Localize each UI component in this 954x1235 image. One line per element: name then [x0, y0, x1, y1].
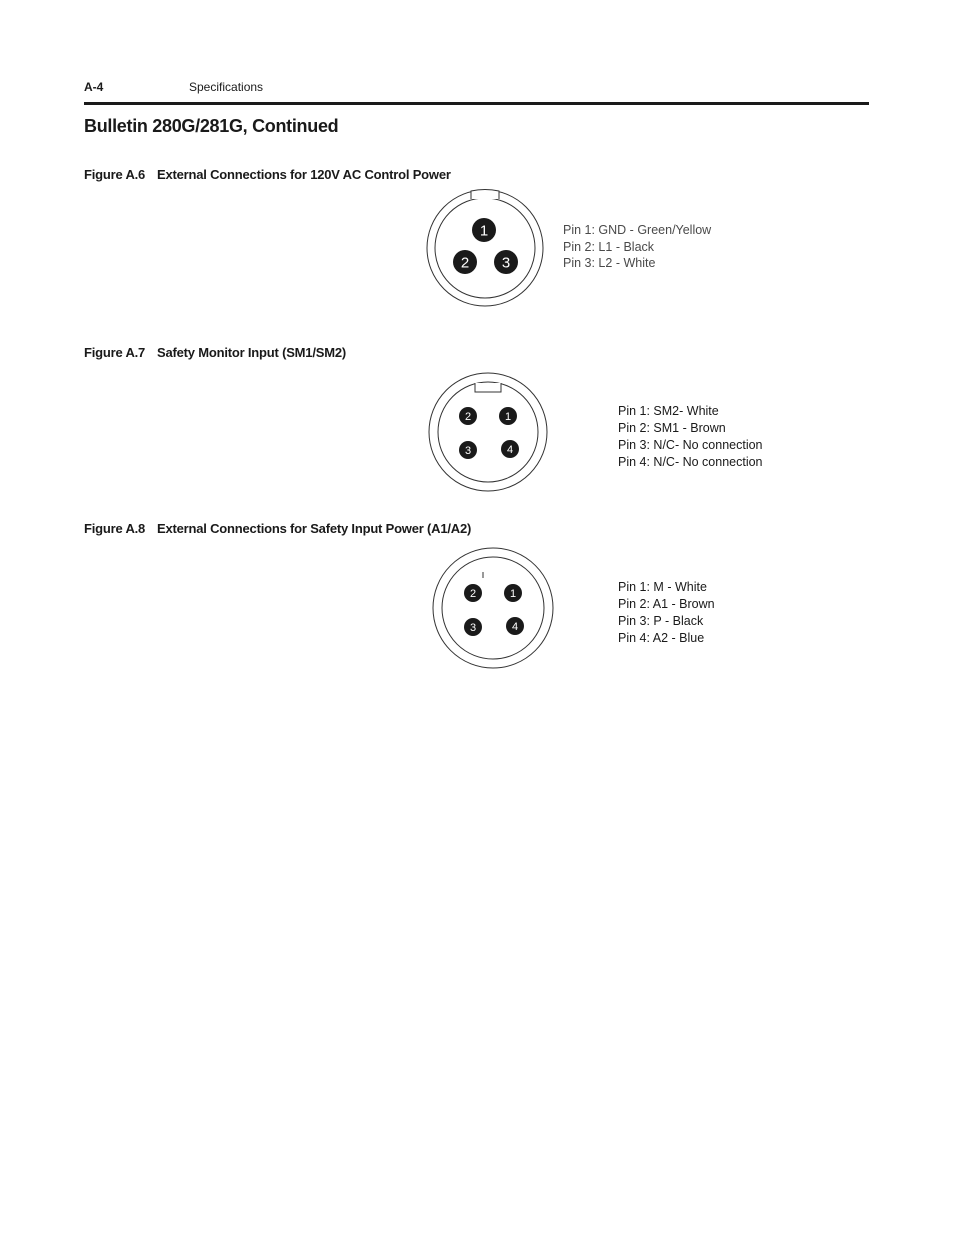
- figure-a8-pin-4-label: Pin 4: A2 - Blue: [618, 631, 705, 645]
- svg-text:2: 2: [464, 411, 472, 423]
- figure-a6-pin-3-label: Pin 3: L2 - White: [563, 256, 656, 270]
- figure-a6-pin-2: [453, 250, 477, 274]
- svg-text:3: 3: [464, 445, 472, 457]
- figure-a8-title: External Connections for Safety Input Power (A1/A2): [157, 521, 472, 536]
- figure-a7-pin-list: [618, 403, 763, 471]
- connector-key-notch: [475, 383, 501, 392]
- figure-a8-pin-2-label: Pin 2: A1 - Brown: [618, 597, 715, 611]
- figure-a6-pin-2-label: Pin 2: L1 - Black: [563, 239, 655, 254]
- connector-inner-ring: [442, 557, 544, 659]
- figure-a8-pin-3-label: Pin 3: P - Black: [618, 614, 704, 628]
- figure-a8-pin-1-label: Pin 1: M - White: [618, 580, 707, 594]
- svg-text:4: 4: [511, 621, 519, 633]
- figure-a8-pin-list: [618, 579, 715, 647]
- figure-a7-title: Safety Monitor Input (SM1/SM2): [157, 345, 347, 360]
- connector-key-notch: [471, 190, 499, 200]
- figure-a8-pin-1: [504, 584, 522, 602]
- figure-a8-pin-3: [464, 618, 482, 636]
- figure-a7-caption: [84, 345, 346, 360]
- figure-a7-pin-3: [459, 441, 477, 459]
- page-number: A-4: [84, 80, 104, 94]
- header-rule: [84, 102, 869, 105]
- svg-text:1: 1: [479, 222, 489, 240]
- svg-text:3: 3: [469, 622, 477, 634]
- svg-text:2: 2: [469, 588, 477, 600]
- figure-a6-pin-3: [494, 250, 518, 274]
- figure-a7-pin-2-label: Pin 2: SM1 - Brown: [618, 421, 726, 435]
- figure-a6-pin-1-label: Pin 1: GND - Green/Yellow: [563, 223, 712, 237]
- svg-text:2: 2: [460, 254, 470, 272]
- figure-a6-title: External Connections for 120V AC Control Power: [157, 167, 451, 182]
- figure-a8-caption: [84, 521, 471, 536]
- figure-a6-caption: [84, 167, 451, 182]
- header-section-name: Specifications: [189, 80, 264, 94]
- figure-a7-pin-1-label: Pin 1: SM2- White: [618, 404, 719, 418]
- svg-text:4: 4: [506, 444, 514, 456]
- svg-text:1: 1: [504, 411, 512, 423]
- figure-a8-connector-diagram: [431, 546, 555, 670]
- figure-a6-connector-diagram: [424, 188, 546, 310]
- svg-text:3: 3: [501, 254, 511, 272]
- figure-a7-pin-4: [501, 440, 519, 458]
- figure-a6-number: Figure A.6: [84, 167, 146, 182]
- figure-a6-pin-list: [563, 222, 711, 272]
- svg-text:1: 1: [509, 588, 517, 600]
- figure-a7-pin-4-label: Pin 4: N/C- No connection: [618, 455, 763, 469]
- figure-a6-pin-1: [472, 218, 496, 242]
- figure-a8-number: Figure A.8: [84, 521, 146, 536]
- connector-inner-ring: [438, 382, 538, 482]
- section-title: Bulletin 280G/281G, Continued: [84, 116, 339, 136]
- figure-a7-connector-diagram: [426, 370, 550, 494]
- figure-a7-pin-1: [499, 407, 517, 425]
- connector-outer-ring: [427, 190, 543, 306]
- figure-a8-pin-2: [464, 584, 482, 602]
- figure-a7-pin-2: [459, 407, 477, 425]
- connector-outer-ring: [433, 548, 553, 668]
- figure-a8-pin-4: [506, 617, 524, 635]
- connector-inner-ring: [435, 198, 535, 298]
- figure-a7-pin-3-label: Pin 3: N/C- No connection: [618, 438, 763, 452]
- figure-a7-number: Figure A.7: [84, 345, 146, 360]
